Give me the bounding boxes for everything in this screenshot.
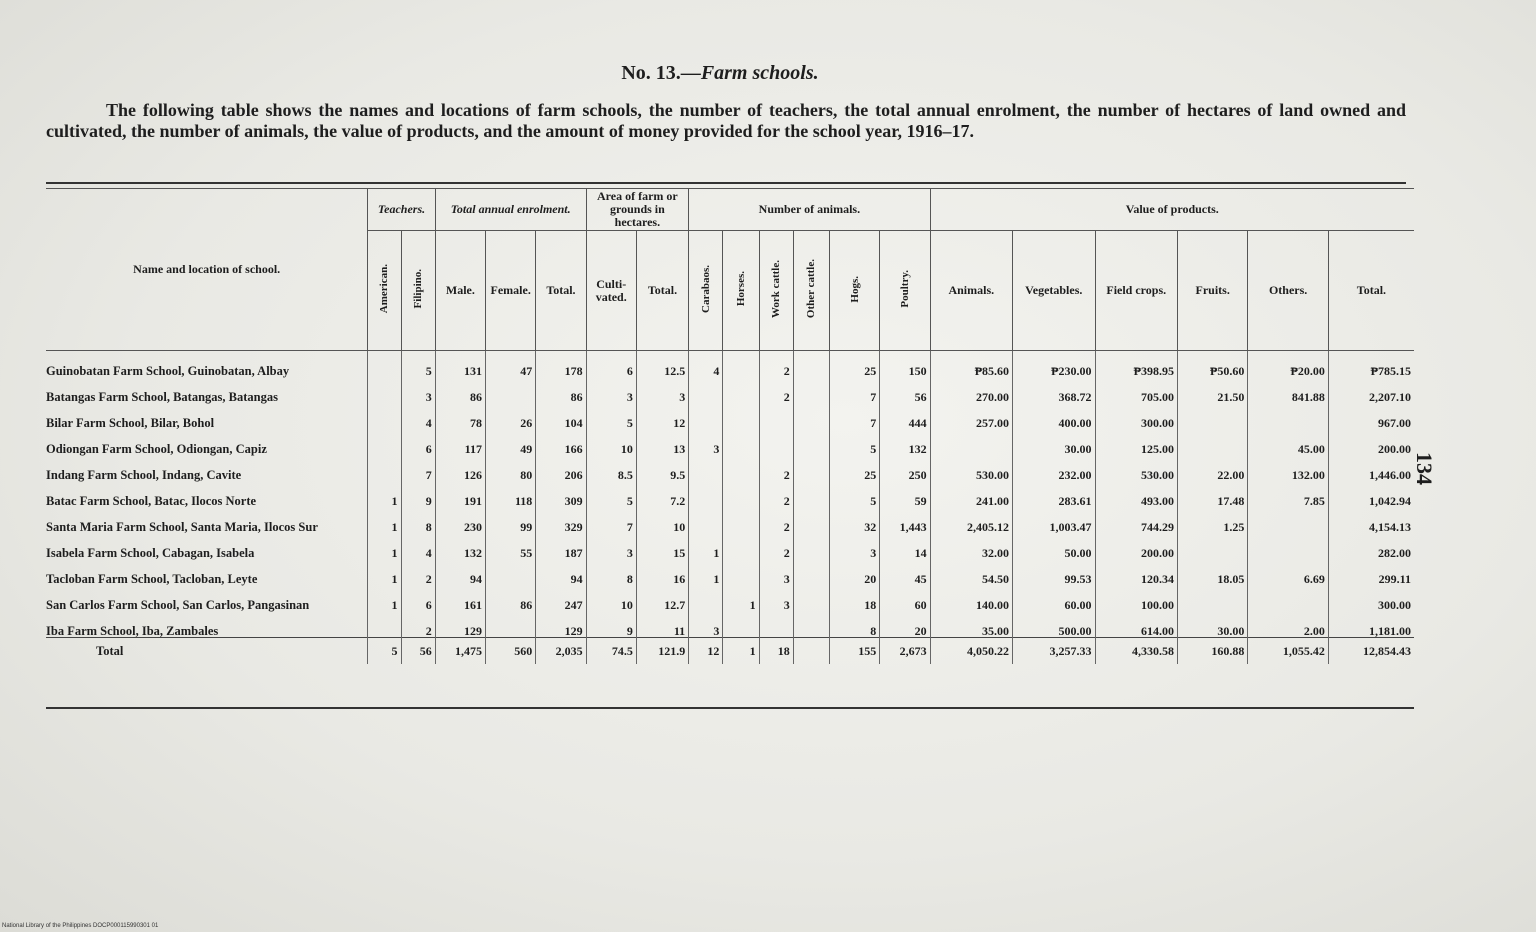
table-cell: 200.00 <box>1095 533 1177 559</box>
table-cell: 155 <box>829 638 879 665</box>
table-cell: 493.00 <box>1095 481 1177 507</box>
table-cell: 2 <box>759 351 793 378</box>
table-cell: 705.00 <box>1095 377 1177 403</box>
table-cell: 3 <box>829 533 879 559</box>
table-cell: 8 <box>586 559 636 585</box>
table-cell: 2 <box>759 455 793 481</box>
table-cell: 4 <box>689 351 723 378</box>
table-cell: 1 <box>689 559 723 585</box>
school-name-cell: Iba Farm School, Iba, Zambales <box>46 624 219 638</box>
header-products: Value of products. <box>930 189 1414 231</box>
table-cell: 191 <box>435 481 485 507</box>
table-cell: 368.72 <box>1013 377 1095 403</box>
table-cell: 129 <box>435 611 485 638</box>
table-cell: 1 <box>368 533 401 559</box>
table-row <box>46 507 1414 533</box>
header-female: Female. <box>486 231 536 351</box>
school-name-cell: Isabela Farm School, Cabagan, Isabela <box>46 546 255 560</box>
header-p-field: Field crops. <box>1095 231 1177 351</box>
table-cell <box>1248 507 1328 533</box>
table-cell: 25 <box>829 455 879 481</box>
table-cell: 18 <box>829 585 879 611</box>
table-cell: 86 <box>435 377 485 403</box>
table-cell: 1 <box>368 481 401 507</box>
table-cell: 2.00 <box>1248 611 1328 638</box>
table-cell: 7.85 <box>1248 481 1328 507</box>
header-work-cattle: Work cattle. <box>759 231 793 351</box>
table-cell: 7 <box>829 377 879 403</box>
table-cell: ₱230.00 <box>1013 351 1095 378</box>
table-cell: 18.05 <box>1177 559 1247 585</box>
table-cell: 6 <box>401 585 435 611</box>
table-cell: 20 <box>829 559 879 585</box>
table-cell: 47 <box>486 351 536 378</box>
table-cell <box>1248 533 1328 559</box>
table-cell: 7 <box>829 403 879 429</box>
header-area: Area of farm or grounds in hectares. <box>586 189 689 231</box>
table-cell: 1.25 <box>1177 507 1247 533</box>
table-cell: 1,042.94 <box>1328 481 1414 507</box>
table-cell: 283.61 <box>1013 481 1095 507</box>
table-cell <box>689 455 723 481</box>
table-cell: 614.00 <box>1095 611 1177 638</box>
table-cell: 6.69 <box>1248 559 1328 585</box>
title-name: Farm schools. <box>700 62 819 84</box>
table-cell: 4 <box>401 533 435 559</box>
table-cell <box>793 351 829 378</box>
table-cell <box>689 377 723 403</box>
table-cell: 56 <box>880 377 930 403</box>
table-cell: 3,257.33 <box>1013 638 1095 665</box>
table-cell: 2 <box>401 611 435 638</box>
table-cell: 257.00 <box>930 403 1012 429</box>
table-cell: 99 <box>486 507 536 533</box>
table-cell: 247 <box>536 585 586 611</box>
table-cell: 132 <box>435 533 485 559</box>
table-cell: 131 <box>435 351 485 378</box>
table-cell: 1,475 <box>435 638 485 665</box>
table-cell: 126 <box>435 455 485 481</box>
school-name-cell: Tacloban Farm School, Tacloban, Leyte <box>46 572 258 586</box>
table-cell: 125.00 <box>1095 429 1177 455</box>
table-cell: 12.5 <box>636 351 688 378</box>
table-cell: 26 <box>486 403 536 429</box>
table-cell: 10 <box>586 585 636 611</box>
header-male: Male. <box>435 231 485 351</box>
table-cell: 8.5 <box>586 455 636 481</box>
table-cell: 3 <box>759 585 793 611</box>
table-cell: 1 <box>368 507 401 533</box>
table-cell <box>1248 585 1328 611</box>
table-cell: 132.00 <box>1248 455 1328 481</box>
school-name-cell: Indang Farm School, Indang, Cavite <box>46 468 242 482</box>
table-cell: 1 <box>723 585 759 611</box>
table-cell <box>793 611 829 638</box>
table-cell: 11 <box>636 611 688 638</box>
table-cell: 100.00 <box>1095 585 1177 611</box>
table-row <box>46 351 1414 378</box>
table-cell: 12 <box>636 403 688 429</box>
table-cell: 12 <box>689 638 723 665</box>
table-cell <box>368 377 401 403</box>
table-cell: 17.48 <box>1177 481 1247 507</box>
table-cell: 60 <box>880 585 930 611</box>
header-american: American. <box>368 231 401 351</box>
school-name-cell: Bilar Farm School, Bilar, Bohol <box>46 416 215 430</box>
title-number: No. 13.— <box>621 62 701 84</box>
table-cell: 5 <box>586 403 636 429</box>
school-name-cell: Odiongan Farm School, Odiongan, Capiz <box>46 442 267 456</box>
table-cell: 1 <box>368 585 401 611</box>
page-number: 134 <box>1412 452 1437 485</box>
table-cell: 35.00 <box>930 611 1012 638</box>
table-cell: 74.5 <box>586 638 636 665</box>
table-cell: 15 <box>636 533 688 559</box>
table-cell: 25 <box>829 351 879 378</box>
table-cell <box>793 455 829 481</box>
header-other-cattle: Other cattle. <box>793 231 829 351</box>
table-cell: 60.00 <box>1013 585 1095 611</box>
table-cell: 282.00 <box>1328 533 1414 559</box>
table-cell <box>368 351 401 378</box>
table-row <box>46 403 1414 429</box>
header-p-fruits: Fruits. <box>1177 231 1247 351</box>
header-name: Name and location of school. <box>46 189 368 351</box>
table-cell <box>486 377 536 403</box>
table-cell: 55 <box>486 533 536 559</box>
table-cell <box>793 403 829 429</box>
table-cell: 1 <box>689 533 723 559</box>
header-enrol-total: Total. <box>536 231 586 351</box>
header-p-vegetables: Vegetables. <box>1013 231 1095 351</box>
table-cell <box>793 638 829 665</box>
header-poultry: Poultry. <box>880 231 930 351</box>
table-cell <box>793 481 829 507</box>
table-cell: 329 <box>536 507 586 533</box>
school-name-cell: Total <box>46 638 368 665</box>
table-cell <box>689 481 723 507</box>
table-cell: 444 <box>880 403 930 429</box>
table-cell <box>723 403 759 429</box>
table-cell <box>1177 403 1247 429</box>
table-cell: 166 <box>536 429 586 455</box>
table-cell: 59 <box>880 481 930 507</box>
header-hogs: Hogs. <box>829 231 879 351</box>
table-cell <box>689 403 723 429</box>
table-cell <box>723 559 759 585</box>
table-cell: 32 <box>829 507 879 533</box>
header-animals: Number of animals. <box>689 189 930 231</box>
table-cell <box>723 611 759 638</box>
farm-schools-table <box>46 188 1414 664</box>
table-cell: ₱20.00 <box>1248 351 1328 378</box>
table-cell: 1,003.47 <box>1013 507 1095 533</box>
table-cell: 2,673 <box>880 638 930 665</box>
table-cell: 118 <box>486 481 536 507</box>
table-cell: 967.00 <box>1328 403 1414 429</box>
header-p-animals: Animals. <box>930 231 1012 351</box>
table-cell: 9 <box>401 481 435 507</box>
table-cell: 56 <box>401 638 435 665</box>
table-cell <box>486 611 536 638</box>
table-cell: ₱50.60 <box>1177 351 1247 378</box>
table-cell: 300.00 <box>1328 585 1414 611</box>
table-cell <box>793 429 829 455</box>
table-cell: 132 <box>880 429 930 455</box>
header-p-others: Others. <box>1248 231 1328 351</box>
table-cell: 178 <box>536 351 586 378</box>
table-cell: 4,050.22 <box>930 638 1012 665</box>
table-cell: 13 <box>636 429 688 455</box>
table-cell: 120.34 <box>1095 559 1177 585</box>
table-cell <box>723 377 759 403</box>
table-cell: 86 <box>486 585 536 611</box>
bottom-rule <box>46 707 1414 709</box>
table-cell: 30.00 <box>1177 611 1247 638</box>
table-cell: 12,854.43 <box>1328 638 1414 665</box>
table-cell <box>759 429 793 455</box>
header-enrolment: Total annual enrolment. <box>435 189 586 231</box>
table-cell: 270.00 <box>930 377 1012 403</box>
table-cell: 2 <box>401 559 435 585</box>
table-cell <box>930 429 1012 455</box>
header-area-total: Total. <box>636 231 688 351</box>
table-cell: 117 <box>435 429 485 455</box>
table-cell: 18 <box>759 638 793 665</box>
table-cell: 45 <box>880 559 930 585</box>
table-cell: 121.9 <box>636 638 688 665</box>
table-cell: 7 <box>586 507 636 533</box>
table-cell <box>793 559 829 585</box>
table-row <box>46 481 1414 507</box>
table-cell: 12.7 <box>636 585 688 611</box>
table-cell <box>1177 533 1247 559</box>
table-cell <box>723 533 759 559</box>
table-cell: 309 <box>536 481 586 507</box>
table-cell: 21.50 <box>1177 377 1247 403</box>
table-cell <box>759 403 793 429</box>
intro-paragraph: The following table shows the names and locations of farm schools, the number of teachers, the total annual enrolment, the number of hectares of land owned and cultivated, the number of animals, the value of products, and the amount of money provided for the school year, 1916–17. <box>46 100 1406 141</box>
table-cell: 1 <box>723 638 759 665</box>
table-cell: 129 <box>536 611 586 638</box>
table-cell: 3 <box>636 377 688 403</box>
table-row <box>46 429 1414 455</box>
table-cell: 10 <box>636 507 688 533</box>
table-cell: 3 <box>759 559 793 585</box>
table-row <box>46 585 1414 611</box>
table-cell <box>759 611 793 638</box>
table-cell: 2 <box>759 533 793 559</box>
table-cell <box>368 429 401 455</box>
table-cell: 32.00 <box>930 533 1012 559</box>
table-cell: 4,330.58 <box>1095 638 1177 665</box>
table-cell <box>793 507 829 533</box>
table-cell: 49 <box>486 429 536 455</box>
table-cell: 8 <box>401 507 435 533</box>
table-cell: 1,443 <box>880 507 930 533</box>
table-cell: 50.00 <box>1013 533 1095 559</box>
header-filipino: Filipino. <box>401 231 435 351</box>
table-cell <box>793 377 829 403</box>
table-cell: 3 <box>401 377 435 403</box>
table-cell: 3 <box>689 429 723 455</box>
header-cultivated: Cultivated. <box>586 231 636 351</box>
school-name-cell: Batac Farm School, Batac, Ilocos Norte <box>46 494 257 508</box>
table-cell: 5 <box>586 481 636 507</box>
table-cell: 4 <box>401 403 435 429</box>
table-cell: 14 <box>880 533 930 559</box>
table-cell: 2 <box>759 377 793 403</box>
table-row <box>46 377 1414 403</box>
table-cell <box>723 507 759 533</box>
table-cell: 104 <box>536 403 586 429</box>
table-cell <box>1248 403 1328 429</box>
table-cell <box>1177 585 1247 611</box>
table-cell: 10 <box>586 429 636 455</box>
table-cell: 78 <box>435 403 485 429</box>
table-cell: 744.29 <box>1095 507 1177 533</box>
table-cell: 4,154.13 <box>1328 507 1414 533</box>
table-cell: 230 <box>435 507 485 533</box>
table-cell <box>793 585 829 611</box>
table-cell: 1 <box>368 559 401 585</box>
table-cell <box>689 585 723 611</box>
table-cell: 2,035 <box>536 638 586 665</box>
table-cell: 7 <box>401 455 435 481</box>
table-cell: 99.53 <box>1013 559 1095 585</box>
table-cell: 400.00 <box>1013 403 1095 429</box>
table-cell: 150 <box>880 351 930 378</box>
table-cell: 7.2 <box>636 481 688 507</box>
table-cell: 3 <box>586 377 636 403</box>
table-row <box>46 611 1414 638</box>
table-row <box>46 533 1414 559</box>
header-horses: Horses. <box>723 231 759 351</box>
table-cell: 5 <box>829 429 879 455</box>
table-cell: 3 <box>586 533 636 559</box>
table-cell: 140.00 <box>930 585 1012 611</box>
table-cell: 241.00 <box>930 481 1012 507</box>
table-cell: 206 <box>536 455 586 481</box>
table-cell: 5 <box>829 481 879 507</box>
table-title <box>0 62 1440 85</box>
table-cell <box>1177 429 1247 455</box>
table-cell <box>793 533 829 559</box>
table-cell: 3 <box>689 611 723 638</box>
table-cell: 9.5 <box>636 455 688 481</box>
table-cell: ₱785.15 <box>1328 351 1414 378</box>
table-cell: 299.11 <box>1328 559 1414 585</box>
table-cell <box>368 403 401 429</box>
table-cell <box>689 507 723 533</box>
header-p-total: Total. <box>1328 231 1414 351</box>
header-teachers: Teachers. <box>368 189 435 231</box>
table-cell: 20 <box>880 611 930 638</box>
header-carabaos: Carabaos. <box>689 231 723 351</box>
table-cell: 2 <box>759 481 793 507</box>
table-cell: 5 <box>368 638 401 665</box>
table-cell: 530.00 <box>1095 455 1177 481</box>
table-cell: 54.50 <box>930 559 1012 585</box>
table-cell: 232.00 <box>1013 455 1095 481</box>
table-cell: 94 <box>435 559 485 585</box>
table-cell: 160.88 <box>1177 638 1247 665</box>
table-cell: 300.00 <box>1095 403 1177 429</box>
table-cell: 80 <box>486 455 536 481</box>
school-name-cell: Santa Maria Farm School, Santa Maria, Ilocos Sur <box>46 520 318 534</box>
table-cell: 16 <box>636 559 688 585</box>
table-row <box>46 559 1414 585</box>
top-rule <box>46 182 1406 184</box>
table-cell: ₱398.95 <box>1095 351 1177 378</box>
school-name-cell: San Carlos Farm School, San Carlos, Pangasinan <box>46 598 310 612</box>
table-cell: 45.00 <box>1248 429 1328 455</box>
table-cell <box>723 351 759 378</box>
table-cell: 2 <box>759 507 793 533</box>
table-cell: 94 <box>536 559 586 585</box>
table-cell: 5 <box>401 351 435 378</box>
table-cell: 560 <box>486 638 536 665</box>
table-cell: 1,446.00 <box>1328 455 1414 481</box>
table-cell: 8 <box>829 611 879 638</box>
table-cell <box>486 559 536 585</box>
table-cell: 22.00 <box>1177 455 1247 481</box>
table-cell: 9 <box>586 611 636 638</box>
table-cell: 500.00 <box>1013 611 1095 638</box>
table-cell <box>368 611 401 638</box>
table-cell: 200.00 <box>1328 429 1414 455</box>
table-cell <box>723 429 759 455</box>
table-cell: 530.00 <box>930 455 1012 481</box>
table-cell: 187 <box>536 533 586 559</box>
table-cell: 30.00 <box>1013 429 1095 455</box>
table-cell: 161 <box>435 585 485 611</box>
table-cell: 86 <box>536 377 586 403</box>
total-row <box>46 638 1414 665</box>
table-cell <box>368 455 401 481</box>
school-name-cell: Batangas Farm School, Batangas, Batangas <box>46 390 278 404</box>
table-cell <box>723 481 759 507</box>
table-cell: 1,055.42 <box>1248 638 1328 665</box>
table-cell: 2,207.10 <box>1328 377 1414 403</box>
table-cell: 1,181.00 <box>1328 611 1414 638</box>
footer-credit: National Library of the Philippines DOCP000115990301 01 <box>2 923 159 929</box>
table-cell: 250 <box>880 455 930 481</box>
table-cell: 6 <box>586 351 636 378</box>
table-cell <box>723 455 759 481</box>
table-cell: 841.88 <box>1248 377 1328 403</box>
table-cell: 2,405.12 <box>930 507 1012 533</box>
school-name-cell: Guinobatan Farm School, Guinobatan, Albay <box>46 364 290 378</box>
table-cell: ₱85.60 <box>930 351 1012 378</box>
table-cell: 6 <box>401 429 435 455</box>
table-row <box>46 455 1414 481</box>
table-body <box>46 351 1414 665</box>
